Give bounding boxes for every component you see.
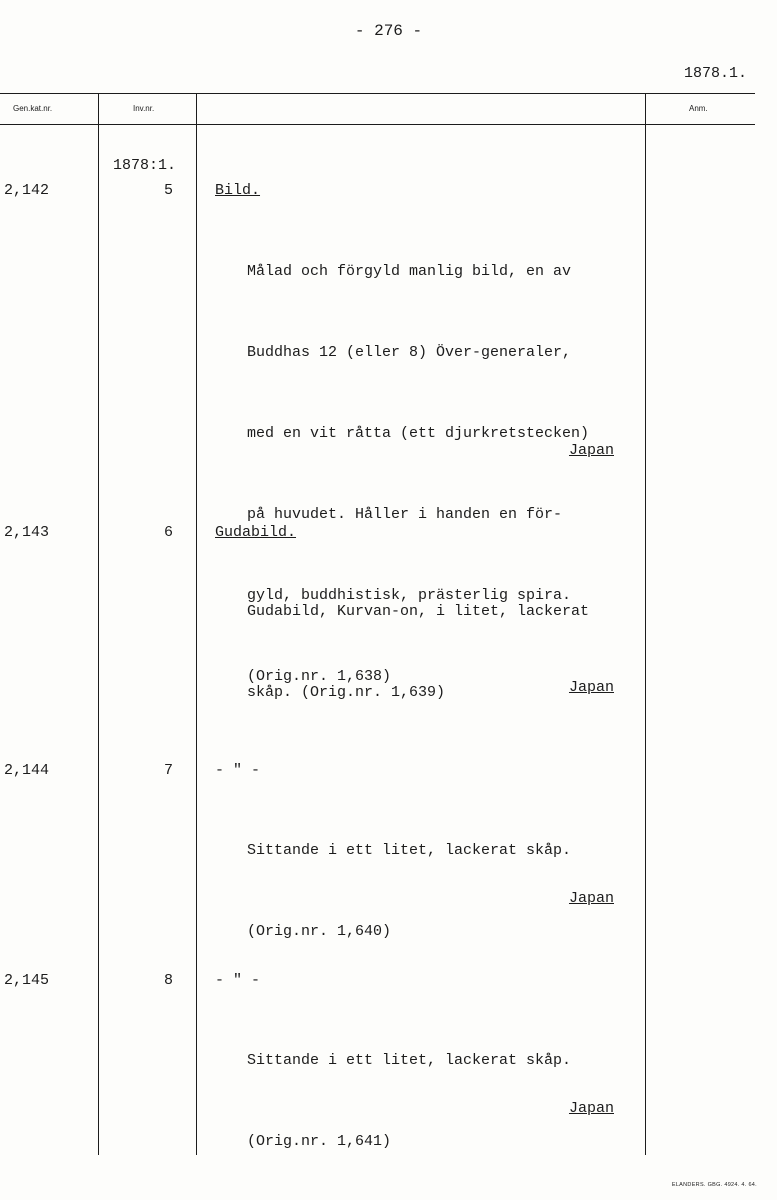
entry-description xyxy=(247,544,589,733)
entry-description-line: på huvudet. Håller i handen en för- xyxy=(247,506,563,523)
entry-origin: Japan xyxy=(568,442,614,459)
entry-gen-kat-nr: 2,142 xyxy=(4,182,50,199)
entry-description-line: Gudabild, Kurvan-on, i litet, lackerat xyxy=(247,603,590,620)
entry-gen-kat-nr: 2,144 xyxy=(4,762,50,779)
entry-description-line: Buddhas 12 (eller 8) Över-generaler, xyxy=(247,344,572,361)
column-header-anm: Anm. xyxy=(689,104,708,113)
entry-description-line: (Orig.nr. 1,640) xyxy=(247,923,392,940)
entry-title-ditto: - " - xyxy=(215,762,261,779)
header-bottom-rule xyxy=(0,124,755,125)
entry-description-line: skåp. (Orig.nr. 1,639) xyxy=(247,684,446,701)
entry-origin: Japan xyxy=(568,890,614,907)
column-header-gen-kat-nr: Gen.kat.nr. xyxy=(13,104,53,113)
entry-description-line: (Orig.nr. 1,638) xyxy=(247,668,392,685)
column-divider-2 xyxy=(196,93,197,1155)
entry-inv-nr: 5 xyxy=(164,182,174,199)
entry-title-ditto: - " - xyxy=(215,972,261,989)
printer-mark: ELANDERS. GBG. 4924. 4. 64. xyxy=(671,1182,757,1188)
page-number: - 276 - xyxy=(354,22,423,40)
column-divider-3 xyxy=(645,93,646,1155)
entry-description-line: Sittande i ett litet, lackerat skåp. xyxy=(247,842,572,859)
header-top-rule xyxy=(0,93,755,94)
catalog-reference: 1878.1. xyxy=(683,65,747,82)
entry-title: Gudabild. xyxy=(215,524,297,541)
entry-title: Bild. xyxy=(215,182,261,199)
entry-inv-nr: 6 xyxy=(164,524,174,541)
entry-origin: Japan xyxy=(568,679,614,696)
entry-description-line: Sittande i ett litet, lackerat skåp. xyxy=(247,1052,572,1069)
inventory-year: 1878:1. xyxy=(113,157,177,174)
column-header-inv-nr: Inv.nr. xyxy=(133,104,155,113)
entry-gen-kat-nr: 2,143 xyxy=(4,524,50,541)
entry-description-line: (Orig.nr. 1,641) xyxy=(247,1133,392,1150)
entry-description-line: med en vit råtta (ett djurkretstecken) xyxy=(247,425,590,442)
entry-description xyxy=(247,993,571,1182)
entry-description-line: gyld, buddhistisk, prästerlig spira. xyxy=(247,587,572,604)
entry-inv-nr: 7 xyxy=(164,762,174,779)
entry-gen-kat-nr: 2,145 xyxy=(4,972,50,989)
entry-description-line: Målad och förgyld manlig bild, en av xyxy=(247,263,572,280)
entry-inv-nr: 8 xyxy=(164,972,174,989)
entry-description xyxy=(247,783,571,972)
column-divider-1 xyxy=(98,93,99,1155)
entry-origin: Japan xyxy=(568,1100,614,1117)
